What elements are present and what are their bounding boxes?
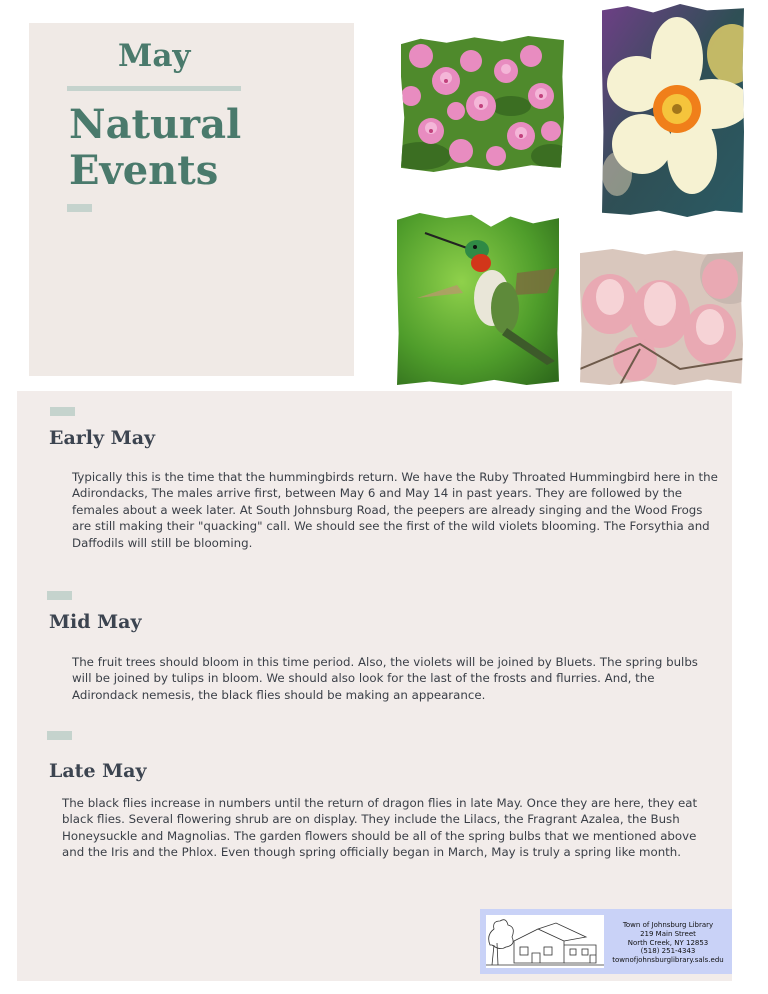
section-accent-bar <box>50 407 75 416</box>
library-phone: (518) 251-4343 <box>640 947 696 956</box>
month-heading: May <box>118 38 191 74</box>
library-website-link[interactable]: townofjohnsburglibrary.sals.edu <box>612 956 724 965</box>
library-contact <box>606 921 730 965</box>
library-street: 219 Main Street <box>640 929 696 938</box>
section-body-late-may: The black flies increase in numbers until the return of dragon flies in late May. Once they are here, they eat black flies. Several flowering shrub are on display. They include the Lilacs, the Fragrant Azalea, the Bush Honeysuckle and Magnolias. The garden flowers should be all of the spring bulbs that we mentioned above and the Iris and the Phlox. Even though spring officially began in March, May is truly a spring like month. <box>62 796 698 860</box>
section-title-late-may: Late May <box>49 760 147 782</box>
daffodil-photo <box>602 4 744 217</box>
library-city: North Creek, NY 12853 <box>627 938 709 947</box>
section-title-mid-may: Mid May <box>49 611 142 633</box>
section-accent-bar <box>47 731 72 740</box>
header-accent-bar <box>67 204 92 212</box>
section-body-early-may: Typically this is the time that the hummingbirds return. We have the Ruby Throated Hummingbird here in the Adirondacks, The males arrive first, between May 6 and May 14 in past years. They are followed by the females about a week later. At South Johnsburg Road, the peepers are already singing and the Wood Frogs are still making their "quacking" call. We should see the first of the wild violets blooming. The Forsythia and Daffodils will still be blooming. <box>72 470 718 550</box>
page-title <box>69 102 241 194</box>
library-name: Town of Johnsburg Library <box>622 921 714 929</box>
section-accent-bar <box>47 591 72 600</box>
title-line-1: Natural <box>69 101 242 148</box>
section-body-mid-may: The fruit trees should bloom in this time period. Also, the violets will be joined by Bluets. The spring bulbs will be joined by tulips in bloom. We should also look for the last of the frosts and flurries. And, the Adirondack nemesis, the black flies should be making an appearance. <box>72 655 698 702</box>
title-line-2: Events <box>69 147 219 194</box>
header-panel <box>29 23 354 376</box>
magnolia-photo <box>580 249 743 385</box>
library-building-sketch <box>486 915 604 968</box>
azalea-photo <box>401 36 564 172</box>
header-divider <box>67 86 241 91</box>
hummingbird-photo <box>397 213 559 385</box>
section-title-early-may: Early May <box>49 427 156 449</box>
